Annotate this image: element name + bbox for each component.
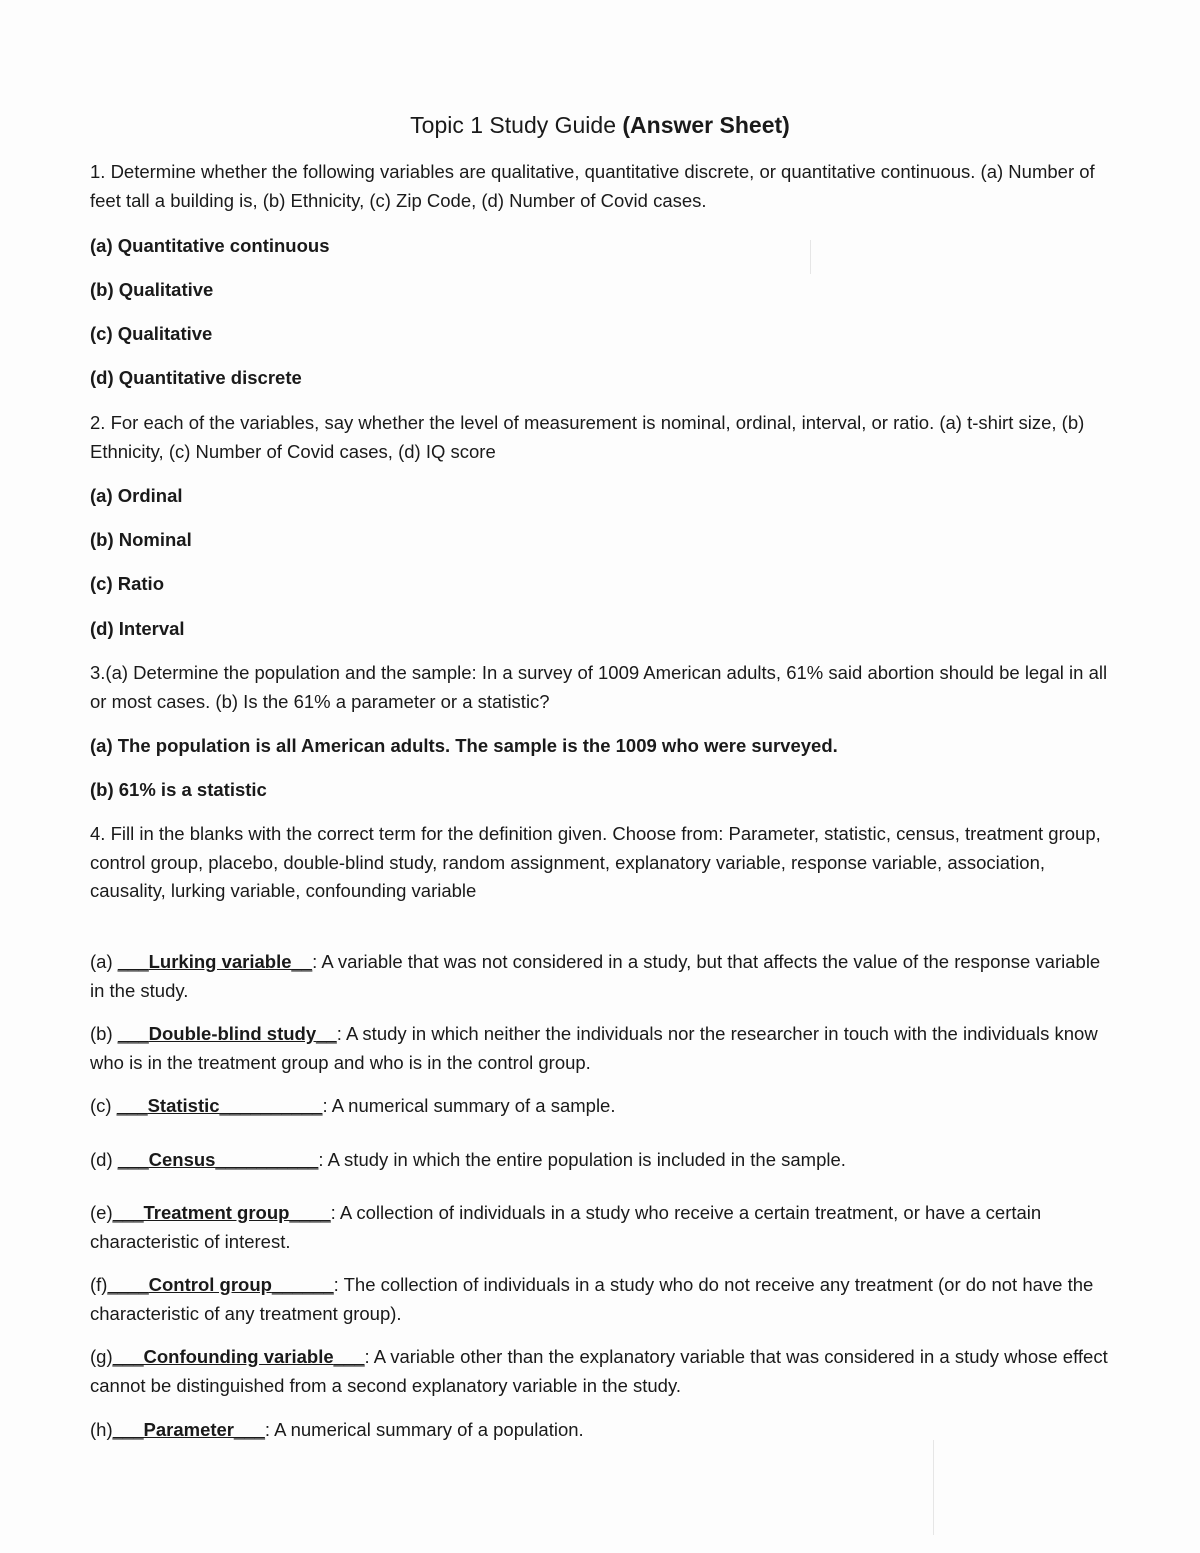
page-title [0, 110, 1200, 140]
blank-before: ___ [117, 1149, 149, 1170]
fill-in-item [90, 1146, 1115, 1175]
blank-before: ____ [107, 1274, 149, 1295]
question-2-answer-b: (b) Nominal [90, 529, 192, 550]
item-label: (f) [90, 1274, 108, 1295]
term-definition: : A variable that was not considered in a study, but that affects the value of the response variable in the study. [90, 951, 1101, 1001]
term-definition: : A study in which the entire population is included in the sample. [318, 1149, 846, 1170]
question-2-answer-c: (c) Ratio [90, 573, 164, 594]
term-definition: : A numerical summary of a sample. [322, 1095, 616, 1116]
answer-term: Census [148, 1149, 216, 1170]
title-bold: (Answer Sheet) [622, 112, 790, 138]
blank-after: ____ [289, 1202, 331, 1223]
blank-after: __________ [215, 1149, 319, 1170]
blank-before: ___ [116, 1095, 148, 1116]
question-1-answer-c: (c) Qualitative [90, 323, 213, 344]
blank-after: ______ [271, 1274, 334, 1295]
item-label: (a) [90, 951, 118, 972]
question-2-answer-d: (d) Interval [90, 618, 185, 639]
blank-after: __ [291, 951, 313, 972]
fill-in-item [90, 1343, 1115, 1400]
answer-term: Statistic [147, 1095, 220, 1116]
term-definition: : A collection of individuals in a study who receive a certain treatment, or have a certain characteristic of interest. [90, 1202, 1042, 1252]
question-3-prompt: 3.(a) Determine the population and the sample: In a survey of 1009 American adults, 61% said abortion should be legal in all or most cases. (b) Is the 61% a parameter or a statistic? [90, 662, 1108, 712]
answer-term: Lurking variable [148, 951, 292, 972]
answer-term: Confounding variable [143, 1346, 334, 1367]
question-1-prompt: 1. Determine whether the following variables are qualitative, quantitative discrete, or quantitative continuous. (a) Number of feet tall a building is, (b) Ethnicity, (c) Zip Code, (d) Number of Covid cases. [90, 161, 1095, 211]
fill-in-item [90, 1020, 1115, 1077]
fill-in-item [90, 948, 1115, 1005]
blank-before: ___ [112, 1346, 144, 1367]
blank-after: ___ [234, 1419, 265, 1440]
blank-before: ___ [112, 1419, 144, 1440]
item-label: (b) [90, 1023, 118, 1044]
question-2-answer-a: (a) Ordinal [90, 485, 183, 506]
item-label: (g) [90, 1346, 113, 1367]
term-definition: : A study in which neither the individuals nor the researcher in touch with the individuals know who is in the treatment group and who is in the control group. [90, 1023, 1098, 1073]
answer-term: Treatment group [143, 1202, 290, 1223]
blank-after: __ [316, 1023, 337, 1044]
question-1-answer-b: (b) Qualitative [90, 279, 214, 300]
scan-artifact-line [933, 1440, 934, 1535]
fill-in-item [90, 1199, 1115, 1256]
blank-before: ___ [117, 1023, 149, 1044]
blank-before: ___ [117, 951, 149, 972]
item-label: (c) [90, 1095, 117, 1116]
title-plain: Topic 1 Study Guide [410, 112, 623, 138]
fill-in-item [90, 1271, 1115, 1328]
question-3-answer-b: (b) 61% is a statistic [90, 779, 267, 800]
item-label: (e) [90, 1202, 113, 1223]
fill-in-item [90, 1416, 1115, 1445]
item-label: (d) [90, 1149, 118, 1170]
answer-term: Parameter [143, 1419, 235, 1440]
term-definition: : A variable other than the explanatory variable that was considered in a study whose effect cannot be distinguished from a second explanatory variable in the study. [90, 1346, 1108, 1396]
question-1-answer-d: (d) Quantitative discrete [90, 367, 302, 388]
blank-after: ___ [333, 1346, 365, 1367]
term-definition: : A numerical summary of a population. [264, 1419, 584, 1440]
item-label: (h) [90, 1419, 113, 1440]
question-1-answer-a: (a) Quantitative continuous [90, 235, 330, 256]
blank-after: __________ [219, 1095, 323, 1116]
question-3-answer-a: (a) The population is all American adults. The sample is the 1009 who were surveyed. [90, 735, 838, 756]
answer-term: Control group [148, 1274, 272, 1295]
question-4-prompt: 4. Fill in the blanks with the correct term for the definition given. Choose from: Parameter, statistic, census, treatment group, control group, placebo, double-blind study, random assignment, explanatory variable, response variable, association, causality, lurking variable, confounding variable [90, 823, 1101, 901]
scan-artifact-line [810, 240, 811, 274]
term-definition: : The collection of individuals in a study who do not receive any treatment (or do not have the characteristic of any treatment group). [90, 1274, 1094, 1324]
blank-before: ___ [112, 1202, 144, 1223]
fill-in-item [90, 1092, 1115, 1121]
question-2-prompt: 2. For each of the variables, say whether the level of measurement is nominal, ordinal, interval, or ratio. (a) t-shirt size, (b) Ethnicity, (c) Number of Covid cases, (d) IQ score [90, 412, 1085, 462]
answer-term: Double-blind study [148, 1023, 317, 1044]
